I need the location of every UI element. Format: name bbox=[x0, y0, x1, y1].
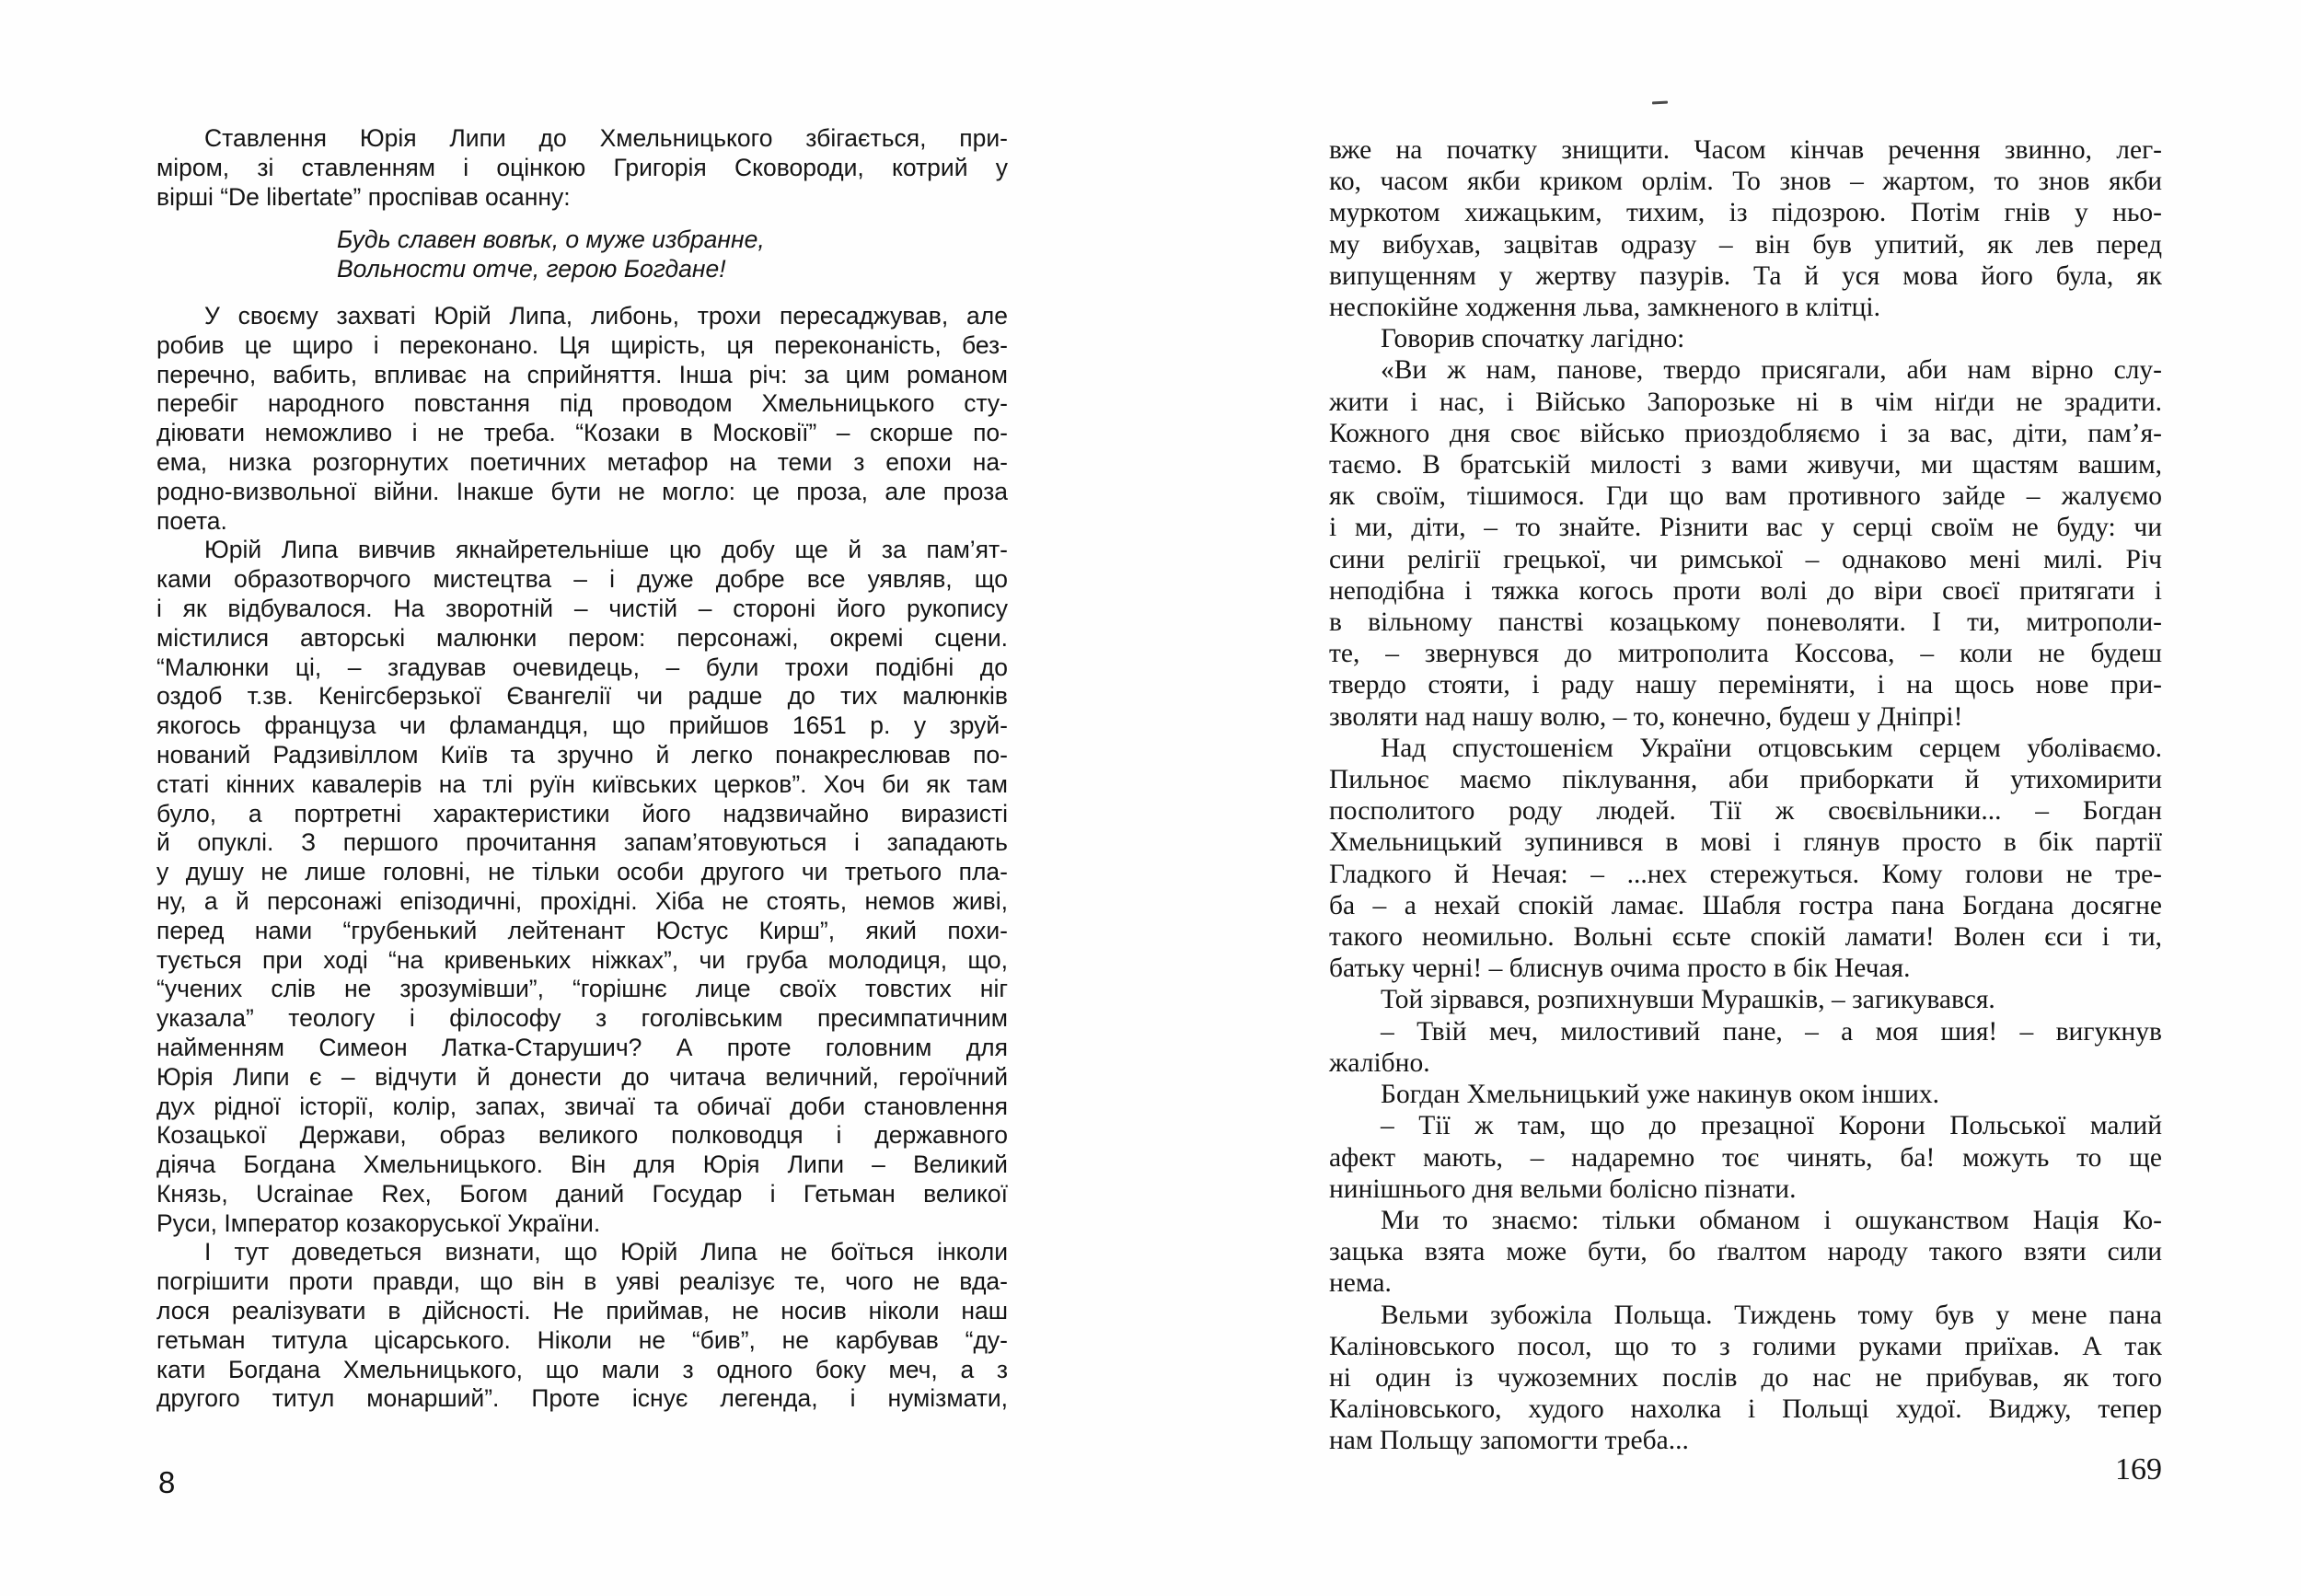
text-line: міром, зі ставленням і оцінкою Григорія Сковороди, котрий у bbox=[156, 153, 1008, 181]
text-line: ні один із чужоземних послів до нас не прибував, як того bbox=[1329, 1362, 2162, 1393]
text-line: другого титул монарший”. Проте існує легенда, і нумізмати, bbox=[156, 1384, 1008, 1413]
text-line: – Твій меч, милостивий пане, – а моя шия! – вигукнув bbox=[1381, 1016, 2162, 1047]
text-line: Пильноє маємо піклування, аби приборкати й утихомирити bbox=[1329, 765, 2162, 795]
text-line: Юрій Липа вивчив якнайретельніше цю добу ще й за пам’ят- bbox=[204, 536, 1008, 564]
text-line: ками образотворчого мистецтва – і дуже добре все уявляв, що bbox=[156, 565, 1008, 594]
text-line: «Ви ж нам, панове, твердо присягали, аби нам вірно слу- bbox=[1381, 355, 2162, 386]
page-number-right: 169 bbox=[2115, 1452, 2162, 1486]
text-line: У своєму захваті Юрій Липа, либонь, трохи пересаджував, але bbox=[204, 301, 1008, 330]
text-line: – Тії ж там, що до презацної Корони Польської малий bbox=[1381, 1111, 2162, 1141]
text-line: було, а портретні характеристики його надзвичайно виразисті bbox=[156, 799, 1008, 827]
text-line: “Малюнки ці, – згадував очевидець, – були трохи подібні до bbox=[156, 653, 1008, 681]
text-line: Над спустошенієм України отцовським серцем уболіваємо. bbox=[1381, 733, 2162, 763]
text-line: Каліновського посол, що то з голими руками приїхав. А так bbox=[1329, 1331, 2162, 1361]
text-line: ну, а й персонажі епізодичні, прохідні. Хіба не стоять, немов живі, bbox=[156, 886, 1008, 915]
text-line: Ми то знаємо: тільки обманом і ошуканством Нація Ко- bbox=[1381, 1205, 2162, 1235]
text-line: Богдан Хмельницький уже накинув оком інших. bbox=[1381, 1080, 1940, 1110]
paragraph bbox=[1329, 984, 2162, 1015]
text-line: ко, часом якби криком орлім. То знов – жартом, то знов якби bbox=[1329, 167, 2162, 197]
text-line: те, – звернувся до митрополита Коссова, – коли не будеш bbox=[1329, 639, 2162, 669]
paragraph bbox=[1329, 1016, 2162, 1079]
page-left-text bbox=[156, 124, 1008, 1414]
text-line: лося реалізувати в дійсності. Не приймав, не носив ніколи наш bbox=[156, 1297, 1008, 1325]
text-line: як своїм, тішимося. Гди що вам противного зайде – жалуємо bbox=[1329, 481, 2162, 512]
text-line: зацька взята може бути, бо ґвалтом народу такого взяти сили bbox=[1329, 1237, 2162, 1267]
text-line: і ми, діти, – то знайте. Різнити вас у серці своїм не буду: чи bbox=[1329, 513, 2162, 543]
paragraph bbox=[1329, 1079, 2162, 1110]
text-line: такого неомильно. Вольні єсьте спокій ламати! Волен єси і ти, bbox=[1329, 922, 2162, 953]
paragraph bbox=[156, 1238, 1008, 1414]
text-line: нований Радзивіллом Київ та зручно й легко понакреслював по- bbox=[156, 740, 1008, 769]
text-line: робив це щиро і переконано. Ця щирість, ця переконаність, без- bbox=[156, 330, 1008, 359]
paragraph bbox=[156, 536, 1008, 1238]
text-line: муркотом хижацьким, тихим, із підозрою. Потім гнів у ньо- bbox=[1329, 198, 2162, 228]
text-line: “учених слів не зрозумівши”, “горішнє лице своїх товстих ніг bbox=[156, 975, 1008, 1003]
text-line: зволяти над нашу волю, – то, конечно, будеш у Дніпрі! bbox=[1329, 701, 1963, 732]
text-line: таємо. В братській милості з вами живучи, ми щастям вашим, bbox=[1329, 450, 2162, 480]
text-line: сини релігії грецької, чи римської – однаково мені милі. Річ bbox=[1329, 544, 2162, 574]
scan-artifact-dash bbox=[1652, 101, 1668, 105]
verse-block bbox=[337, 226, 1008, 284]
text-line: Руси, Імператор козакоруської України. bbox=[156, 1209, 601, 1237]
text-line: Вельми зубожіла Польща. Тиждень тому був у мене пана bbox=[1381, 1300, 2162, 1330]
text-line: діяча Богдана Хмельницького. Він для Юрія Липи – Великий bbox=[156, 1151, 1008, 1179]
text-line: Князь, Ucrainae Rex, Богом даний Государ і Гетьман великої bbox=[156, 1179, 1008, 1208]
text-line: неспокійне ходження льва, замкненого в клітці. bbox=[1329, 293, 1880, 323]
page-right-text bbox=[1329, 134, 2162, 1457]
text-line: Кожного дня своє військо приоздобляємо і за вас, діти, пам’я- bbox=[1329, 418, 2162, 448]
page-number-left: 8 bbox=[158, 1465, 176, 1499]
text-line: у душу не лише головні, не тільки особи другого чи третього пла- bbox=[156, 858, 1008, 886]
paragraph bbox=[1329, 733, 2162, 985]
text-line: поета. bbox=[156, 506, 227, 535]
paragraph bbox=[1329, 134, 2162, 323]
paragraph bbox=[156, 302, 1008, 536]
text-line: Юрія Липи є – відчути й донести до читача величний, героїчний bbox=[156, 1062, 1008, 1091]
paragraph bbox=[1329, 354, 2162, 732]
text-line: гетьман титула цісарського. Ніколи не “бив”, не карбував “ду- bbox=[156, 1325, 1008, 1354]
text-line: якогось француза чи фламандця, що прийшов 1651 р. у зруй- bbox=[156, 711, 1008, 740]
text-line: афект мають, – надаремно тоє чинять, ба! можуть то ще bbox=[1329, 1142, 2162, 1173]
text-line: дух рідної історії, колір, запах, звичаї та обичаї доби становлення bbox=[156, 1092, 1008, 1120]
text-line: вже на початку знищити. Часом кінчав речення звинно, лег- bbox=[1329, 135, 2162, 165]
text-line: вірші “De libertate” проспівав осанну: bbox=[156, 182, 571, 211]
text-line: Каліновського, худого нахолка і Польщі худої. Виджу, тепер bbox=[1329, 1394, 2162, 1425]
text-line: містилися авторські малюнки пером: персонажі, окремі сцени. bbox=[156, 623, 1008, 652]
text-line: статі кінних кавалерів на тлі руїн київських церков”. Хоч би як там bbox=[156, 769, 1008, 798]
text-line: перед нами “грубенький лейтенант Юстус Кирш”, який похи- bbox=[156, 916, 1008, 944]
text-line: найменням Симеон Латка-Старушич? А проте головним для bbox=[156, 1033, 1008, 1061]
text-line: нинішнього дня вельми болісно пізнати. bbox=[1329, 1174, 1797, 1204]
text-line: випущенням у жертву пазурів. Та й уся мова його була, як bbox=[1329, 260, 2162, 291]
text-line: тується при ході “на кривеньких ніжках”, чи груба молодиця, що, bbox=[156, 945, 1008, 974]
text-line: му вибухав, зацвітав одразу – він був упитий, як лев перед bbox=[1329, 229, 2162, 260]
text-line: Вольности отче, герою Богдане! bbox=[337, 255, 726, 283]
text-line: Козацької Держави, образ великого полководця і державного bbox=[156, 1121, 1008, 1150]
text-line: нам Польщу запомогти треба... bbox=[1329, 1426, 1689, 1456]
text-line: Гладкого й Нечая: – ...нех стережуться. Кому голови не тре- bbox=[1329, 859, 2162, 889]
text-line: і як відбувалося. На зворотній – чистій – стороні його рукопису bbox=[156, 594, 1008, 622]
text-line: перебіг народного повстання під проводом Хмельницького сту- bbox=[156, 389, 1008, 418]
text-line: в вільному панстві козацькому поневоляти. І ти, митрополи- bbox=[1329, 607, 2162, 638]
text-line: Ставлення Юрія Липи до Хмельницького збігається, при- bbox=[204, 124, 1008, 152]
text-line: нема. bbox=[1329, 1268, 1392, 1299]
paragraph bbox=[1329, 1300, 2162, 1457]
text-line: родно-визвольної війни. Інакше бути не могло: це проза, але проза bbox=[156, 477, 1008, 505]
text-line: Хмельницький зупинився в мові і глянув просто в бік партії bbox=[1329, 827, 2162, 858]
text-line: жити і нас, і Військо Запорозьке ні в чім ніґди не зрадити. bbox=[1329, 387, 2162, 417]
text-line: жалібно. bbox=[1329, 1047, 1430, 1078]
paragraph bbox=[156, 124, 1008, 212]
text-line: І тут доведеться визнати, що Юрій Липа не боїться інколи bbox=[204, 1238, 1008, 1266]
text-line: Говорив спочатку лагідно: bbox=[1381, 324, 1685, 354]
text-line: неподібна і тяжка когось проти волі до віри своєї притягати і bbox=[1329, 575, 2162, 606]
text-line: кати Богдана Хмельницького, що мали з одного боку меч, а з bbox=[156, 1355, 1008, 1383]
paragraph bbox=[1329, 323, 2162, 354]
paragraph bbox=[1329, 1110, 2162, 1205]
text-line: погрішити проти правди, що він в уяві реалізує те, чого не вда- bbox=[156, 1267, 1008, 1296]
text-line: Той зірвався, розпихнувши Мурашків, – загикувався. bbox=[1381, 985, 1995, 1015]
text-line: ема, низка розгорнутих поетичних метафор на теми з епохи на- bbox=[156, 447, 1008, 476]
text-line: батьку черні! – блиснув очима просто в бік Нечая. bbox=[1329, 954, 1911, 984]
text-line: ба – а нехай спокій ламає. Шабля гостра пана Богдана досягне bbox=[1329, 890, 2162, 920]
text-line: Будь славен вовѣк, о муже избранне, bbox=[337, 226, 765, 254]
text-line: твердо стояти, і раду нашу переміняти, і на щось нове при- bbox=[1329, 670, 2162, 700]
text-line: указала” теологу і філософу з гоголівським пресимпатичним bbox=[156, 1004, 1008, 1033]
text-line: й опуклі. З першого прочитання запам’ятовуються і западають bbox=[156, 828, 1008, 857]
text-line: посполитого роду людей. Тії ж своєвільники... – Богдан bbox=[1329, 796, 2162, 827]
paragraph bbox=[1329, 1205, 2162, 1300]
text-line: оздоб т.зв. Кенігсберзької Євангелії чи радше до тих малюнків bbox=[156, 682, 1008, 711]
text-line: діювати неможливо і не треба. “Козаки в Московії” – скорше по- bbox=[156, 419, 1008, 447]
text-line: перечно, вабить, впливає на сприйняття. Інша річ: за цим романом bbox=[156, 360, 1008, 388]
